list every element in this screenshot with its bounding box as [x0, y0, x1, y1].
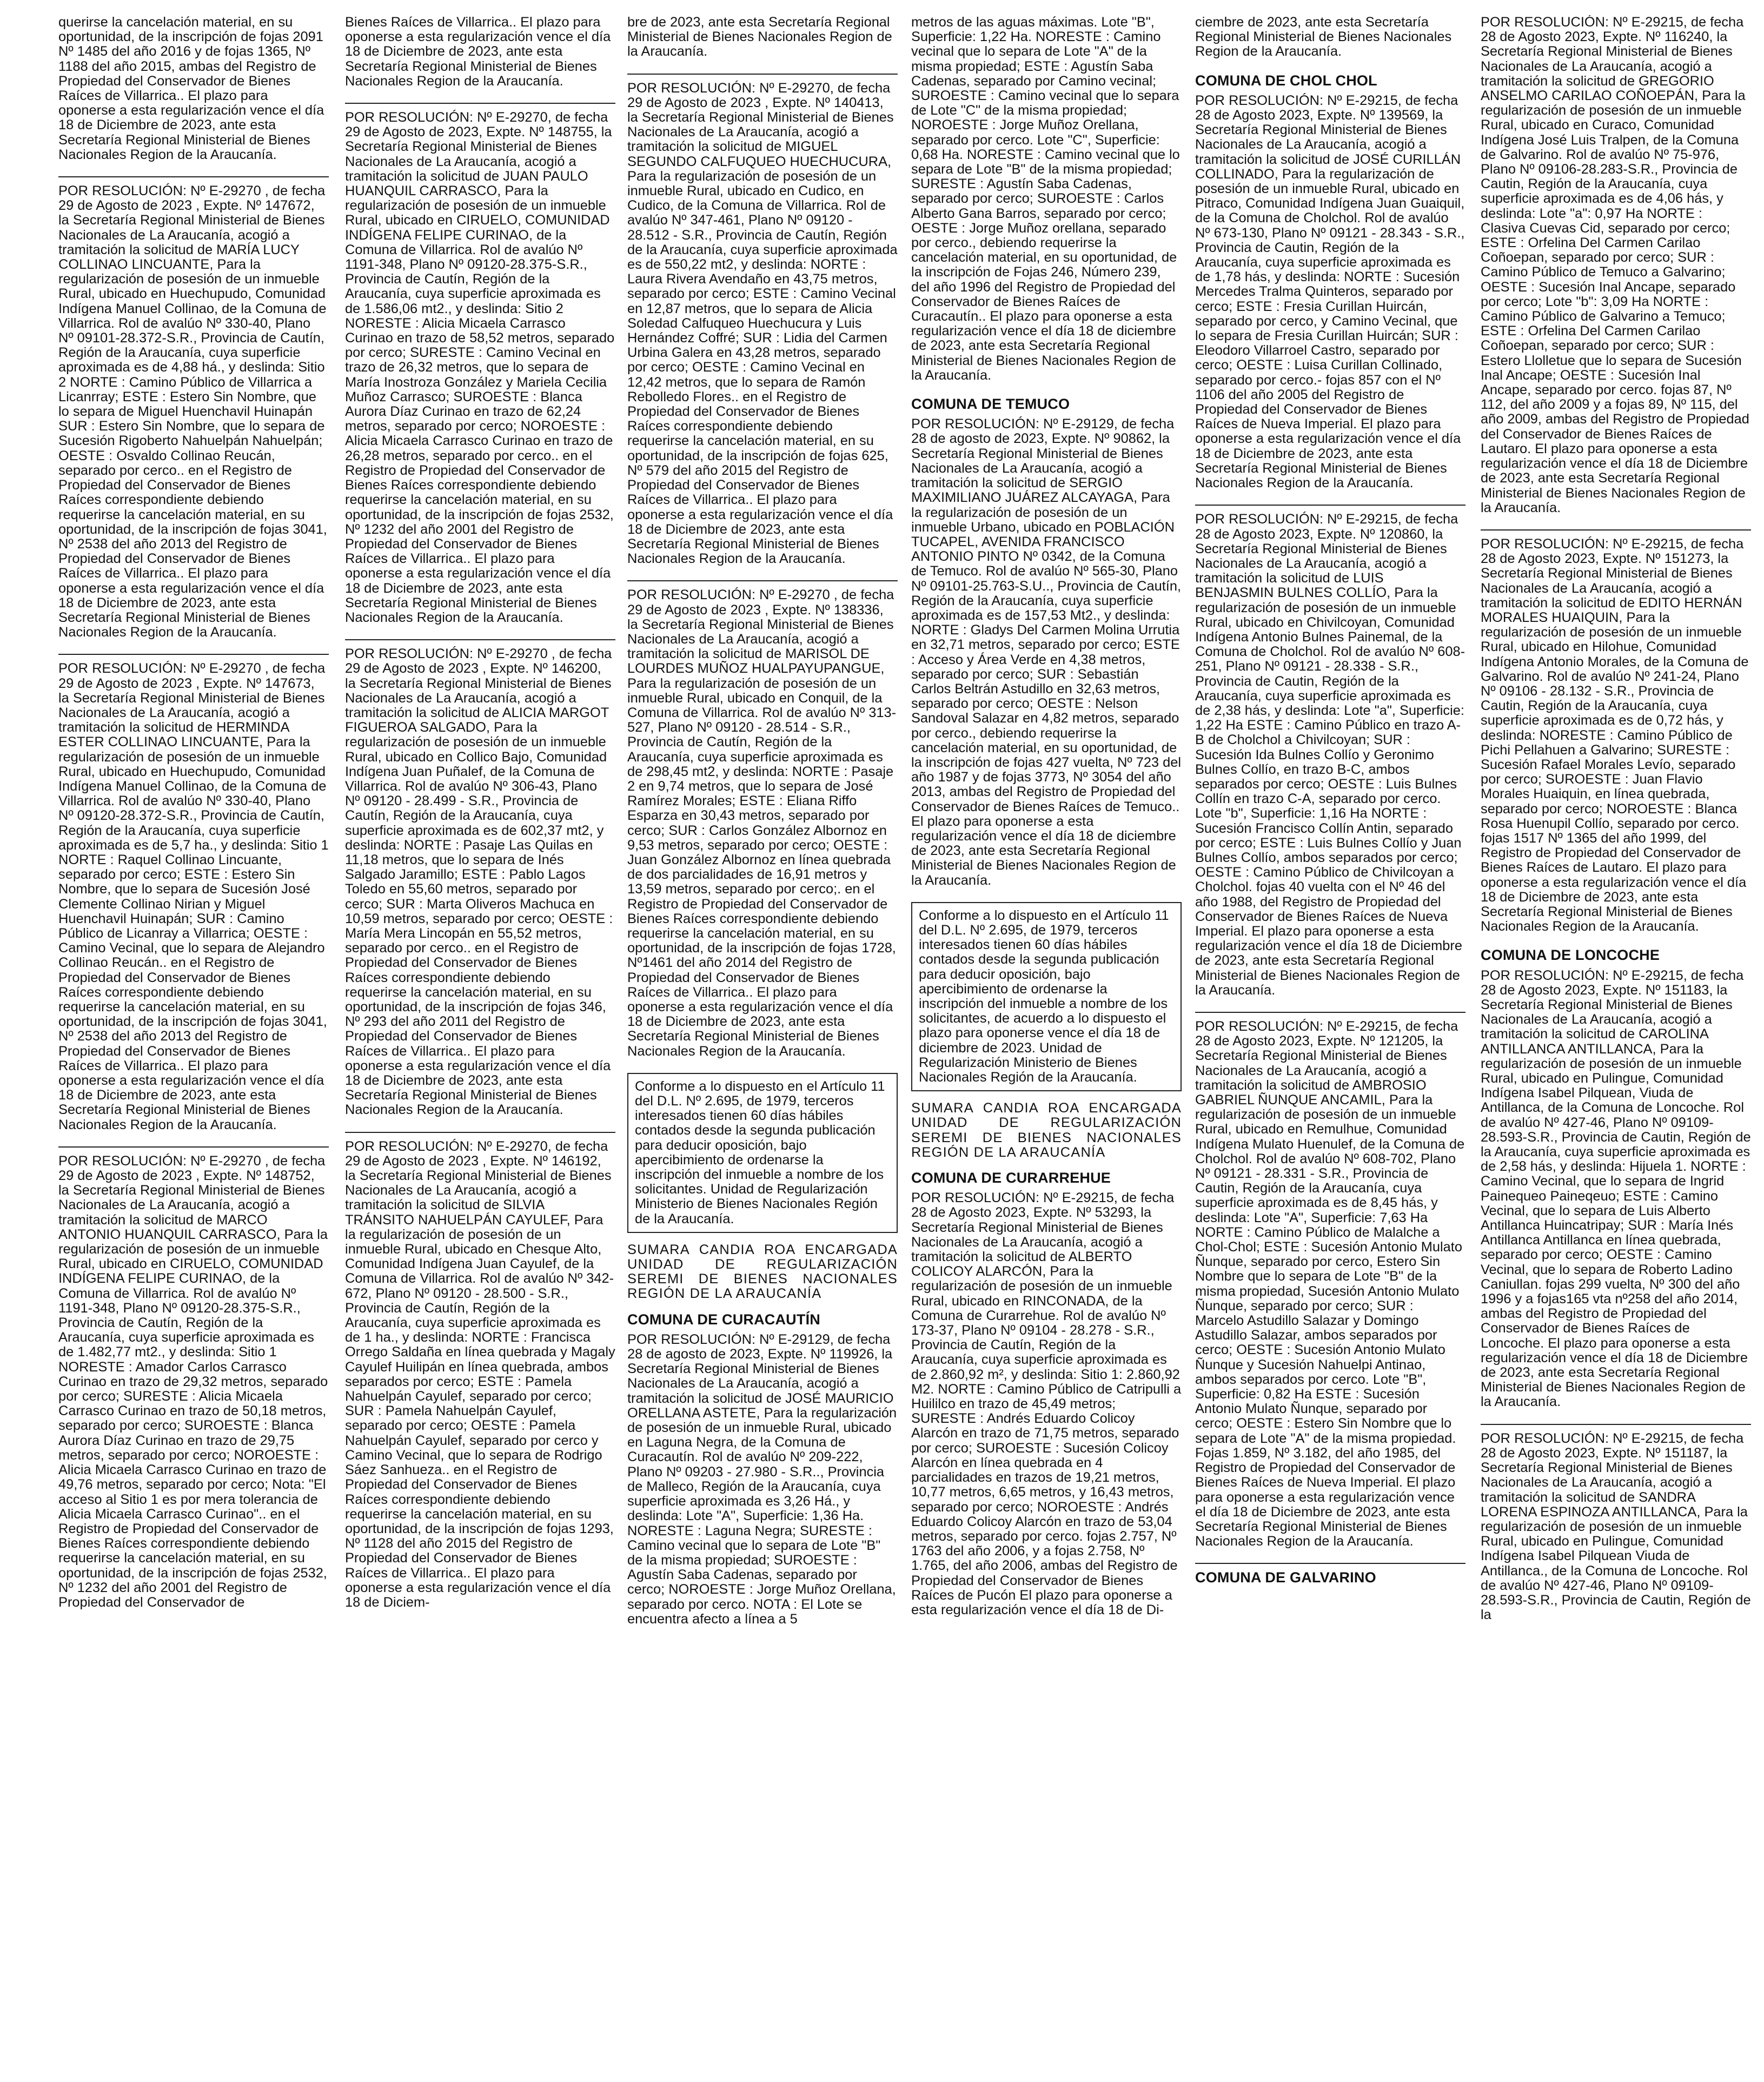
resolution-paragraph: POR RESOLUCIÓN: Nº E-29215, de fecha 28 de Agosto 2023, Expte. Nº 116240, la Secretaría Regional Ministerial de Bienes Nacionales de La Araucanía, acogió a tramitación la solicitud de GREGORIO ANSELMO CARILAO COÑOEPÁN, Para la regularización de posesión de un inmueble Rural, ubicado en Curaco, Comunidad Indígena José Luis Tralpen, de la Comuna de Galvarino. Rol de avalúo Nº 75-976, Plano Nº 09106-28.283-S.R., Provincia de Cautin, Región de la Araucanía, cuya superficie aproximada es de 4,06 hás, y deslinda: Lote "a": 0,97 Ha NORTE : Clasiva Cuevas Cid, separado por cerco; ESTE : Orfelina Del Carmen Carilao Coñoepan, separado por cerco; SUR : Camino Público de Temuco a Galvarino; OESTE : Sucesión Inal Ancape, separado por cerco; Lote "b": 3,09 Ha NORTE : Camino Público de Galvarino a Temuco; ESTE : Orfelina Del Carmen Carilao Coñoepan, separado por cerco; SUR : Estero Llolletue que lo separa de Sucesión Inal Ancape; OESTE : Sucesión Inal Ancape, separado por cerco. fojas 87, Nº 112, del año 2009 y a fojas 89, Nº 115, del año 2009, ambas del Registro de Propiedad del Conservador de Bienes Raíces de Lautaro. El plazo para oponerse a esta regularización vence el día 18 de Diciembre de 2023, ante esta Secretaría Regional Ministerial de Bienes Nacionales Region de la Araucanía. — [1481, 15, 1749, 515]
resolution-paragraph: POR RESOLUCIÓN: Nº E-29215, de fecha 28 de Agosto 2023, Expte. Nº 151187, la Secretaría Regional Ministerial de Bienes Nacionales de La Araucanía, acogió a tramitación la solicitud de SANDRA LORENA ESPINOZA ANTILLANCA, Para la regularización de posesión de un inmueble Rural, ubicado en Pulingue, Comunidad Indígena Isabel Pilquean Viuda de Antillanca., de la Comuna de Loncoche. Rol de avalúo Nº 427-46, Plano Nº 09109-28.593-S.R., Provincia de Cautin, Región de la — [1481, 1430, 1751, 1623]
section-heading: COMUNA DE CURARREHUE — [911, 1170, 1111, 1186]
legal-notice-text: Conforme a lo dispuesto en el Artículo 11 del D.L. Nº 2.695, de 1979, terceros interesados tienen 60 días hábiles contados desde la segunda publicación para deducir oposición, bajo apercibimiento de ordenarse la inscripción del inmueble a nombre de los solicitantes, de acuerdo a lo dispuesto el plazo para oponerse vence el día 18 de diciembre de 2023. Unidad de Regularización Ministerio de Bienes Nacionales Región de la Araucanía. — [919, 907, 1169, 1085]
column-divider-rule — [1195, 1563, 1465, 1564]
column-divider-rule — [1481, 529, 1751, 531]
column-divider-rule — [58, 176, 329, 177]
resolution-paragraph: POR RESOLUCIÓN: Nº E-29215, de fecha 28 de Agosto 2023, Expte. Nº 151273, la Secretaría Regional Ministerial de Bienes Nacionales de La Araucanía, acogió a tramitación la solicitud de EDITO HERNÁN MORALES HUAIQUIN, Para la regularización de posesión de un inmueble Rural, ubicado en Hilohue, Comunidad Indígena Antonio Morales, de la Comuna de Galvarino. Rol de avalúo Nº 241-24, Plano Nº 09106 - 28.132 - S.R., Provincia de Cautin, Región de la Araucanía, cuya superficie aproximada es de 0,72 hás, y deslinda: NORESTE : Camino Público de Pichi Pellahuen a Galvarino; SURESTE : Sucesión Rafael Morales Levío, separado por cerco; SUROESTE : Juan Flavio Morales Huaiquin, en línea quebrada, separado por cerco; NOROESTE : Blanca Rosa Huenupil Collío, separado por cerco. fojas 1517 Nº 1365 del año 1999, del Registro de Propiedad del Conservador de Bienes Raíces de Lautaro. El plazo para oponerse a esta regularización vence el día 18 de Diciembre de 2023, ante esta Secretaría Regional Ministerial de Bienes Nacionales Region de la Araucanía. — [1481, 536, 1749, 934]
resolution-paragraph: POR RESOLUCIÓN: Nº E-29270 , de fecha 29 de Agosto de 2023 , Expte. Nº 147672, la Secretaría Regional Ministerial de Bienes Nacionales de La Araucanía, acogió a tramitación la solicitud de MARÍA LUCY COLLINAO LINCUANTE, Para la regularización de posesión de un inmueble Rural, ubicado en Huechupudo, Comunidad Indígena Manuel Collinao, de la Comuna de Villarrica. Rol de avalúo Nº 330-40, Plano Nº 09101-28.372-S.R., Provincia de Cautín, Región de la Araucanía, cuya superficie aproximada es de 4,88 há., y deslinda: Sitio 2 NORTE : Camino Público de Villarrica a Licanrray; ESTE : Estero Sin Nombre, que lo separa de Miguel Huenchavil Huinapán SUR : Estero Sin Nombre, que lo separa de Sucesión Rigoberto Nahuelpán Nahuelpán; OESTE : Osvaldo Collinao Reucán, separado por cerco.. en el Registro de Propiedad del Conservador de Bienes Raíces correspondiente debiendo requerirse la cancelación material, en su oportunidad, de la inscripción de fojas 3041, Nº 2538 del año 2013 del Registro de Propiedad del Conservador de Bienes Raíces de Villarrica.. El plazo para oponerse a esta regularización vence el día 18 de Diciembre de 2023, ante esta Secretaría Regional Ministerial de Bienes Nacionales Region de la Araucanía. — [58, 183, 327, 640]
column-3 — [627, 15, 898, 2076]
resolution-paragraph: POR RESOLUCIÓN: Nº E-29270 , de fecha 29 de Agosto de 2023 , Expte. Nº 146200, la Secretaría Regional Ministerial de Bienes Nacionales de La Araucanía, acogió a tramitación la solicitud de ALICIA MARGOT FIGUEROA SALGADO, Para la regularización de posesión de un inmueble Rural, ubicado en Collico Bajo, Comunidad Indígena Juan Puñalef, de la Comuna de Villarrica. Rol de avalúo Nº 306-43, Plano Nº 09120 - 28.499 - S.R., Provincia de Cautín, Región de la Araucanía, cuya superficie aproximada es de 602,37 mt2, y deslinda: NORTE : Pasaje Las Quilas en 11,18 metros, que lo separa de Inés Salgado Jaramillo; ESTE : Pablo Lagos Toledo en 55,60 metros, separado por cerco; SUR : Marta Oliveros Machuca en 10,59 metros, separado por cerco; OESTE : María Mera Lincopán en 55,52 metros, separado por cerco.. en el Registro de Propiedad del Conservador de Bienes Raíces correspondiente debiendo requerirse la cancelación material, en su oportunidad, de la inscripción de fojas 346, Nº 293 del año 2011 del Registro de Propiedad del Conservador de Bienes Raíces de Villarrica.. El plazo para oponerse a esta regularización vence el día 18 de Diciembre de 2023, ante esta Secretaría Regional Ministerial de Bienes Nacionales Region de la Araucanía. — [345, 646, 613, 1118]
section-heading: COMUNA DE TEMUCO — [911, 396, 1070, 413]
resolution-paragraph: POR RESOLUCIÓN: Nº E-29215, de fecha 28 de Agosto 2023, Expte. Nº 139569, la Secretaría Regional Ministerial de Bienes Nacionales de La Araucanía, acogió a tramitación la solicitud de JOSÉ CURILLÁN COLLINADO, Para la regularización de posesión de un inmueble Rural, ubicado en Pitraco, Comunidad Indígena Juan Guaiquil, de la Comuna de Cholchol. Rol de avalúo Nº 673-130, Plano Nº 09121 - 28.343 - S.R., Provincia de Cautin, Región de la Araucanía, cuya superficie aproximada es de 1,78 hás, y deslinda: NORTE : Sucesión Mercedes Tralma Quinteros, separado por cerco; ESTE : Fresia Curillan Huircán, separado por cerco, y Camino Vecinal, que lo separa de Fresia Curillan Huircán; SUR : Eleodoro Villarroel Castro, separado por cerco; OESTE : Luisa Curillan Collinado, separado por cerco.- fojas 857 con el Nº 1106 del año 2005 del Registro de Propiedad del Conservador de Bienes Raíces de Nueva Imperial. El plazo para oponerse a esta regularización vence el día 18 de Diciembre de 2023, ante esta Secretaría Regional Ministerial de Bienes Nacionales Region de la Araucanía. — [1195, 92, 1465, 491]
column-divider-rule — [1481, 1424, 1751, 1425]
column-divider-rule — [627, 74, 898, 75]
resolution-paragraph: ciembre de 2023, ante esta Secretaría Regional Ministerial de Bienes Nacionales Region de la Araucanía. — [1195, 15, 1452, 59]
signature-block: SUMARA CANDIA ROA ENCARGADA UNIDAD DE REGULARIZACIÓN SEREMI DE BIENES NACIONALES REGIÓN DE LA ARAUCANÍA — [911, 1100, 1182, 1160]
column-divider-rule — [345, 639, 615, 640]
resolution-paragraph: POR RESOLUCIÓN: Nº E-29270, de fecha 29 de Agosto de 2023 , Expte. Nº 140413, la Secretaría Regional Ministerial de Bienes Nacionales de La Araucanía, acogió a tramitación la solicitud de MIGUEL SEGUNDO CALFUQUEO HUECHUCURA, Para la regularización de posesión de un inmueble Rural, ubicado en Cudico, en Cudico, de la Comuna de Villarrica. Rol de avalúo Nº 347-461, Plano Nº 09120 - 28.512 - S.R., Provincia de Cautín, Región de la Araucanía, cuya superficie aproximada es de 550,22 mt2, y deslinda: NORTE : Laura Rivera Avendaño en 43,75 metros, separado por cerco; ESTE : Camino Vecinal en 12,87 metros, que lo separa de Alicia Soledad Calfuqueo Huechucura y Luis Hernández Coffré; SUR : Lidia del Carmen Urbina Galera en 43,28 metros, separado por cerco; OESTE : Camino Vecinal en 12,42 metros, que lo separa de Ramón Rebolledo Flores.. en el Registro de Propiedad del Conservador de Bienes Raíces correspondiente debiendo requerirse la cancelación material, en su oportunidad, de la inscripción de fojas 625, Nº 579 del año 2015 del Registro de Propiedad del Conservador de Bienes Raíces de Villarrica.. El plazo para oponerse a esta regularización vence el día 18 de Diciembre de 2023, ante esta Secretaría Regional Ministerial de Bienes Nacionales Region de la Araucanía. — [627, 80, 898, 567]
section-heading: COMUNA DE LONCOCHE — [1481, 947, 1660, 964]
column-4 — [911, 15, 1182, 2076]
column-divider-rule — [58, 654, 329, 655]
section-heading: COMUNA DE CHOL CHOL — [1195, 72, 1377, 89]
resolution-paragraph: POR RESOLUCIÓN: Nº E-29215, de fecha 28 de Agosto 2023, Expte. Nº 53293, la Secretaría Regional Ministerial de Bienes Nacionales de La Araucanía, acogió a tramitación la solicitud de ALBERTO COLICOY ALARCÓN, Para la regularización de posesión de un inmueble Rural, ubicado en RINCONADA, de la Comuna de Curarrehue. Rol de avalúo Nº 173-37, Plano Nº 09104 - 28.278 - S.R., Provincia de Cautín, Región de la Araucanía, cuya superficie aproximada es de 2.860,92 m², y deslinda: Sitio 1: 2.860,92 M2. NORTE : Camino Público de Catripulli a Huililco en trazo de 45,49 metros; SURESTE : Andrés Eduardo Colicoy Alarcón en trazo de 71,75 metros, separado por cerco; SUROESTE : Sucesión Colicoy Alarcón en línea quebrada en 4 parcialidades en trazos de 19,21 metros, 10,77 metros, 6,65 metros, y 16,43 metros, separado por cerco; NOROESTE : Andrés Eduardo Colicoy Alarcón en trazo de 53,04 metros, separado por cerco. fojas 2.757, Nº 1763 del año 2006, y a fojas 2.758, Nº 1.765, del año 2006, ambas del Registro de Propiedad del Conservador de Bienes Raíces de Pucón El plazo para oponerse a esta regularización vence el día 18 de Di- — [911, 1190, 1182, 1617]
column-1 — [58, 15, 329, 2076]
column-divider-rule — [1195, 1012, 1465, 1013]
resolution-paragraph: POR RESOLUCIÓN: Nº E-29129, de fecha 28 de agosto de 2023, Expte. Nº 90862, la Secretaría Regional Ministerial de Bienes Nacionales de La Araucanía, acogió a tramitación la solicitud de SERGIO MAXIMILIANO JUÁREZ ALCAYAGA, Para la regularización de posesión de un inmueble Urbano, ubicado en POBLACIÓN TUCAPEL, AVENIDA FRANCISCO ANTONIO PINTO Nº 0342, de la Comuna de Temuco. Rol de avalúo Nº 565-30, Plano Nº 09101-25.763-S.U.., Provincia de Cautín, Región de la Araucanía, cuya superficie aproximada es de 157,53 Mt2., y deslinda: NORTE : Gladys Del Carmen Molina Urrutia en 32,71 metros, separado por cerco; ESTE : Acceso y Área Verde en 4,38 metros, separado por cerco; SUR : Sebastián Carlos Beltrán Astudillo en 32,63 metros, separado por cerco; OESTE : Nelson Sandoval Salazar en 4,82 metros, separado por cerco., debiendo requerirse la cancelación material, en su oportunidad, de la inscripción de fojas 427 vuelta, Nº 723 del año 1987 y de fojas 3773, Nº 3054 del año 2013, ambas del Registro de Propiedad del Conservador de Bienes Raíces de Temuco.. El plazo para oponerse a esta regularización vence el día 18 de diciembre de 2023, ante esta Secretaría Regional Ministerial de Bienes Nacionales Region de la Araucanía. — [911, 416, 1182, 888]
resolution-paragraph: POR RESOLUCIÓN: Nº E-29270 , de fecha 29 de Agosto de 2023 , Expte. Nº 138336, la Secretaría Regional Ministerial de Bienes Nacionales de La Araucanía, acogió a tramitación la solicitud de MARISOL DE LOURDES MUÑOZ HUALPAYUPANGUE, Para la regularización de posesión de un inmueble Rural, ubicado en Conquil, de la Comuna de Villarrica. Rol de avalúo Nº 313-527, Plano Nº 09120 - 28.514 - S.R., Provincia de Cautín, Región de la Araucanía, cuya superficie aproximada es de 298,45 mt2, y deslinda: NORTE : Pasaje 2 en 9,74 metros, que lo separa de José Ramírez Morales; ESTE : Eliana Riffo Esparza en 30,43 metros, separado por cerco; SUR : Carlos González Albornoz en 9,53 metros, separado por cerco; OESTE : Juan González Albornoz en línea quebrada de dos parcialidades de 16,91 metros y 13,59 metros, separado por cerco;. en el Registro de Propiedad del Conservador de Bienes Raíces correspondiente debiendo requerirse la cancelación material, en su oportunidad, de la inscripción de fojas 1728, Nº1461 del año 2014 del Registro de Propiedad del Conservador de Bienes Raíces de Villarrica.. El plazo para oponerse a esta regularización vence el día 18 de Diciembre de 2023, ante esta Secretaría Regional Ministerial de Bienes Nacionales Region de la Araucanía. — [627, 587, 897, 1059]
resolution-paragraph: querirse la cancelación material, en su oportunidad, de la inscripción de fojas 2091 Nº 1485 del año 2016 y de fojas 1365, Nº 1188 del año 2015, ambas del Registro de Propiedad del Conservador de Bienes Raíces de Villarrica.. El plazo para oponerse a esta regularización vence el día 18 de Diciembre de 2023, ante esta Secretaría Regional Ministerial de Bienes Nacionales Region de la Araucanía. — [58, 15, 324, 162]
column-2 — [345, 15, 615, 2076]
section-heading: COMUNA DE GALVARINO — [1195, 1569, 1376, 1586]
resolution-paragraph: POR RESOLUCIÓN: Nº E-29215, de fecha 28 de Agosto 2023, Expte. Nº 121205, la Secretaría Regional Ministerial de Bienes Nacionales de La Araucanía, acogió a tramitación la solicitud de AMBROSIO GABRIEL ÑUNQUE ANCAMIL, Para la regularización de posesión de un inmueble Rural, ubicado en Remulhue, Comunidad Indígena Mulato Huenulef, de la Comuna de Cholchol. Rol de avalúo Nº 608-702, Plano Nº 09121 - 28.331 - S.R., Provincia de Cautin, Región de la Araucanía, cuya superficie aproximada es de 8,45 hás, y deslinda: Lote "A", Superficie: 7,63 Ha NORTE : Camino Público de Malalche a Chol-Chol; ESTE : Sucesión Antonio Mulato Ñunque, separado por cerco, Estero Sin Nombre que lo separa de Lote "B" de la misma propiedad, Sucesión Antonio Mulato Ñunque, separado por cerco; SUR : Marcelo Astudillo Salazar y Domingo Astudillo Salazar, ambos separados por cerco; OESTE : Sucesión Antonio Mulato Ñunque y Sucesión Nahuelpi Antinao, ambos separados por cerco. Lote "B", Superficie: 0,82 Ha ESTE : Sucesión Antonio Mulato Ñunque, separado por cerco; OESTE : Estero Sin Nombre que lo separa de Lote "A" de la misma propiedad. Fojas 1.859, Nº 3.182, del año 1985, del Registro de Propiedad del Conservador de Bienes Raíces de Nueva Imperial. El plazo para oponerse a esta regularización vence el día 18 de Diciembre de 2023, ante esta Secretaría Regional Ministerial de Bienes Nacionales Region de la Araucanía. — [1195, 1019, 1465, 1549]
column-divider-rule — [345, 1132, 615, 1133]
resolution-paragraph: POR RESOLUCIÓN: Nº E-29270, de fecha 29 de Agosto de 2023, Expte. Nº 148755, la Secretaría Regional Ministerial de Bienes Nacionales de La Araucanía, acogió a tramitación la solicitud de JUAN PAULO HUANQUIL CARRASCO, Para la regularización de posesión de un inmueble Rural, ubicado en CIRUELO, COMUNIDAD INDÍGENA FELIPE CURINAO, de la Comuna de Villarrica. Rol de avalúo Nº 1191-348, Plano Nº 09120-28.375-S.R., Provincia de Cautín, Región de la Araucanía, cuya superficie aproximada es de 1.586,06 mt2., y deslinda: Sitio 2 NORESTE : Alicia Micaela Carrasco Curinao en trazo de 58,52 metros, separado por cerco; SURESTE : Camino Vecinal en trazo de 26,32 metros, que lo separa de María Inostroza González y Mariela Cecilia Muñoz Carrasco; SUROESTE : Blanca Aurora Díaz Curinao en trazo de 62,24 metros, separado por cerco; NOROESTE : Alicia Micaela Carrasco Curinao en trazo de 26,28 metros, separado por cerco.. en el Registro de Propiedad del Conservador de Bienes Raíces correspondiente debiendo requerirse la cancelación material, en su oportunidad, de la inscripción de fojas 2532, Nº 1232 del año 2001 del Registro de Propiedad del Conservador de Bienes Raíces de Villarrica.. El plazo para oponerse a esta regularización vence el día 18 de Diciembre de 2023, ante esta Secretaría Regional Ministerial de Bienes Nacionales Region de la Araucanía. — [345, 110, 615, 625]
column-5 — [1195, 15, 1465, 2076]
resolution-paragraph: POR RESOLUCIÓN: Nº E-29270 , de fecha 29 de Agosto de 2023 , Expte. Nº 148752, la Secretaría Regional Ministerial de Bienes Nacionales de La Araucanía, acogió a tramitación la solicitud de MARCO ANTONIO HUANQUIL CARRASCO, Para la regularización de posesión de un inmueble Rural, ubicado en CIRUELO, COMUNIDAD INDÍGENA FELIPE CURINAO, de la Comuna de Villarrica. Rol de avalúo Nº 1191-348, Plano Nº 09120-28.375-S.R., Provincia de Cautín, Región de la Araucanía, cuya superficie aproximada es de 1.482,77 mt2., y deslinda: Sitio 1 NORESTE : Amador Carlos Carrasco Curinao en trazo de 29,32 metros, separado por cerco; SURESTE : Alicia Micaela Carrasco Curinao en trazo de 50,18 metros, separado por cerco; SUROESTE : Blanca Aurora Díaz Curinao en trazo de 29,75 metros, separado por cerco; NOROESTE : Alicia Micaela Carrasco Curinao en trazo de 49,76 metros, separado por cerco; Nota: "El acceso al Sitio 1 es por mera tolerancia de Alicia Micaela Carrasco Curinao".. en el Registro de Propiedad del Conservador de Bienes Raíces correspondiente debiendo requerirse la cancelación material, en su oportunidad, de la inscripción de fojas 2532, Nº 1232 del año 2001 del Registro de Propiedad del Conservador de — [58, 1153, 328, 1610]
legal-notice-text: Conforme a lo dispuesto en el Artículo 11 del D.L. Nº 2.695, de 1979, terceros interesados tienen 60 días hábiles contados desde la segunda publicación para deducir oposición, bajo apercibimiento de ordenarse la inscripción del inmueble a nombre de los solicitantes. Unidad de Regularización Ministerio de Bienes Nacionales Región de la Araucanía. — [635, 1078, 885, 1226]
resolution-paragraph: Bienes Raíces de Villarrica.. El plazo para oponerse a esta regularización vence el día 18 de Diciembre de 2023, ante esta Secretaría Regional Ministerial de Bienes Nacionales Region de la Araucanía. — [345, 15, 611, 89]
resolution-paragraph: bre de 2023, ante esta Secretaría Regional Ministerial de Bienes Nacionales Region de la Araucanía. — [627, 15, 892, 59]
resolution-paragraph: POR RESOLUCIÓN: Nº E-29215, de fecha 28 de Agosto 2023, Expte. Nº 151183, la Secretaría Regional Ministerial de Bienes Nacionales de La Araucanía, acogió a tramitación la solicitud de CAROLINA ANTILLANCA ANTILLANCA, Para la regularización de posesión de un inmueble Rural, ubicado en Pulingue, Comunidad Indígena Isabel Pilquean, Viuda de Antillanca, de la Comuna de Loncoche. Rol de avalúo Nº 427-46, Plano Nº 09109-28.593-S.R., Provincia de Cautin, Región de la Araucanía, cuya superficie aproximada es de 2,58 hás, y deslinda: Hijuela 1. NORTE : Camino Vecinal, que lo separa de Ingrid Painequeo Paineqeuo; ESTE : Camino Vecinal, que lo separa de Luis Alberto Antillanca Huincatripay; SUR : María Inés Antillanca Antillanca en línea quebrada, separado por cerco; OESTE : Camino Vecinal, que lo separa de Roberto Ladino Caniullan. fojas 299 vuelta, Nº 300 del año 1996 y a fojas165 vta nº258 del año 2014, ambas del Registro de Propiedad del Conservador de Bienes Raíces de Loncoche. El plazo para oponerse a esta regularización vence el día 18 de Diciembre de 2023, ante esta Secretaría Regional Ministerial de Bienes Nacionales Region de la Araucanía. — [1481, 967, 1751, 1410]
resolution-paragraph: POR RESOLUCIÓN: Nº E-29270 , de fecha 29 de Agosto de 2023 , Expte. Nº 147673, la Secretaría Regional Ministerial de Bienes Nacionales de La Araucanía, acogió a tramitación la solicitud de HERMINDA ESTER COLLINAO LINCUANTE, Para la regularización de posesión de un inmueble Rural, ubicado en Huechupudo, Comunidad Indígena Manuel Collinao, de la Comuna de Villarrica. Rol de avalúo Nº 330-40, Plano Nº 09120-28.372-S.R., Provincia de Cautín, Región de la Araucanía, cuya superficie aproximada es de 5,7 ha., y deslinda: Sitio 1 NORTE : Raquel Collinao Lincuante, separado por cerco; ESTE : Estero Sin Nombre, que lo separa de Sucesión José Clemente Collinao Nirian y Miguel Huenchavil Huinapán; SUR : Camino Público de Licanray a Villarrica; OESTE : Camino Vecinal, que lo separa de Alejandro Collinao Reucán.. en el Registro de Propiedad del Conservador de Bienes Raíces correspondiente debiendo requerirse la cancelación material, en su oportunidad, de la inscripción de fojas 3041, Nº 2538 del año 2013 del Registro de Propiedad del Conservador de Bienes Raíces de Villarrica.. El plazo para oponerse a esta regularización vence el día 18 de Diciembre de 2023, ante esta Secretaría Regional Ministerial de Bienes Nacionales Region de la Araucanía. — [58, 661, 329, 1132]
resolution-paragraph: metros de las aguas máximas. Lote "B", Superficie: 1,22 Ha. NORESTE : Camino vecinal que lo separa de Lote "A" de la misma propiedad; ESTE : Agustín Saba Cadenas, separado por Camino vecinal; SUROESTE : Camino vecinal que lo separa de Lote "C" de la misma propiedad; NOROESTE : Jorge Muñoz Orellana, separado por cerco. Lote "C", Superficie: 0,68 Ha. NORESTE : Camino vecinal que lo separa de Lote "B" de la misma propiedad; SURESTE : Agustín Saba Cadenas, separado por cerco; SUROESTE : Carlos Alberto Gana Barros, separado por cerco; OESTE : Jorge Muñoz orellana, separado por cerco., debiendo requerirse la cancelación material, en su oportunidad, de la inscripción de Fojas 246, Número 239, del año 1996 del Registro de Propiedad del Conservador de Bienes Raíces de Curacautín.. El plazo para oponerse a esta regularización vence el día 18 de diciembre de 2023, ante esta Secretaría Regional Ministerial de Bienes Nacionales Region de la Araucanía. — [911, 15, 1180, 383]
column-divider-rule — [627, 580, 898, 581]
resolution-paragraph: POR RESOLUCIÓN: Nº E-29270, de fecha 29 de Agosto de 2023 , Expte. Nº 146192, la Secretaría Regional Ministerial de Bienes Nacionales de La Araucanía, acogió a tramitación la solicitud de SILVIA TRÁNSITO NAHUELPÁN CAYULEF, Para la regularización de posesión de un inmueble Rural, ubicado en Chesque Alto, Comunidad Indígena Juan Cayulef, de la Comuna de Villarrica. Rol de avalúo Nº 342-672, Plano Nº 09120 - 28.500 - S.R., Provincia de Cautín, Región de la Araucanía, cuya superficie aproximada es de 1 ha., y deslinda: NORTE : Francisca Orrego Saldaña en línea quebrada y Magaly Cayulef Huilipán en línea quebrada, ambos separados por cerco; ESTE : Pamela Nahuelpán Cayulef, separado por cerco; SUR : Pamela Nahuelpán Cayulef, separado por cerco; OESTE : Pamela Nahuelpán Cayulef, separado por cerco y Camino Vecinal, que lo separa de Rodrigo Sáez Sanhueza.. en el Registro de Propiedad del Conservador de Bienes Raíces correspondiente debiendo requerirse la cancelación material, en su oportunidad, de la inscripción de fojas 1293, Nº 1128 del año 2015 del Registro de Propiedad del Conservador de Bienes Raíces de Villarrica.. El plazo para oponerse a esta regularización vence el día 18 de Diciem- — [345, 1138, 615, 1610]
resolution-paragraph: POR RESOLUCIÓN: Nº E-29215, de fecha 28 de Agosto 2023, Expte. Nº 120860, la Secretaría Regional Ministerial de Bienes Nacionales de La Araucanía, acogió a tramitación la solicitud de LUIS BENJASMIN BULNES COLLÍO, Para la regularización de posesión de un inmueble Rural, ubicado en Chivilcoyan, Comunidad Indígena Antonio Bulnes Painemal, de la Comuna de Cholchol. Rol de avalúo Nº 608-251, Plano Nº 09121 - 28.338 - S.R., Provincia de Cautin, Región de la Araucanía, cuya superficie aproximada es de 2,38 hás, y deslinda: Lote "a", Superficie: 1,22 Ha ESTE : Camino Público en trazo A-B de Cholchol a Chivilcoyan; SUR : Sucesión Ida Bulnes Collío y Geronimo Bulnes Collío, en trazo B-C, ambos separados por cerco; OESTE : Luis Bulnes Collín en trazo C-A, separado por cerco. Lote "b", Superficie: 1,16 Ha NORTE : Sucesión Francisco Collín Antin, separado por cerco; ESTE : Luis Bulnes Collío y Juan Bulnes Collío, ambos separados por cerco; OESTE : Camino Público de Chivilcoyan a Cholchol. fojas 40 vuelta con el Nº 46 del año 1988, del Registro de Propiedad del Conservador de Bienes Raíces de Nueva Imperial. El plazo para oponerse a esta regularización vence el día 18 de Diciembre de 2023, ante esta Secretaría Regional Ministerial de Bienes Nacionales Region de la Araucanía. — [1195, 512, 1465, 998]
column-6 — [1481, 15, 1751, 2076]
section-heading: COMUNA DE CURACAUTÍN — [627, 1311, 820, 1328]
column-divider-rule — [345, 103, 615, 104]
legal-notice-box — [627, 1073, 898, 1233]
resolution-paragraph: POR RESOLUCIÓN: Nº E-29129, de fecha 28 de agosto de 2023, Expte. Nº 119926, la Secretaría Regional Ministerial de Bienes Nacionales de La Araucanía, acogió a tramitación la solicitud de JOSÉ MAURICIO ORELLANA ASTETE, Para la regularización de posesión de un inmueble Rural, ubicado en Laguna Negra, de la Comuna de Curacautín. Rol de avalúo Nº 209-222, Plano Nº 09203 - 27.980 - S.R.., Provincia de Malleco, Región de la Araucanía, cuya superficie aproximada es 3,26 Há., y deslinda: Lote "A", Superficie: 1,36 Ha. NORESTE : Laguna Negra; SURESTE : Camino vecinal que lo separa de Lote "B" de la misma propiedad; SUROESTE : Agustín Saba Cadenas, separado por cerco; NOROESTE : Jorge Muñoz Orellana, separado por cerco. NOTA : El Lote se encuentra afecto a línea a 5 — [627, 1331, 897, 1627]
column-divider-rule — [1195, 505, 1465, 506]
signature-block: SUMARA CANDIA ROA ENCARGADA UNIDAD DE REGULARIZACIÓN SEREMI DE BIENES NACIONALES REGIÓN DE LA ARAUCANÍA — [627, 1242, 898, 1302]
column-divider-rule — [58, 1146, 329, 1148]
legal-notice-box — [911, 902, 1182, 1091]
